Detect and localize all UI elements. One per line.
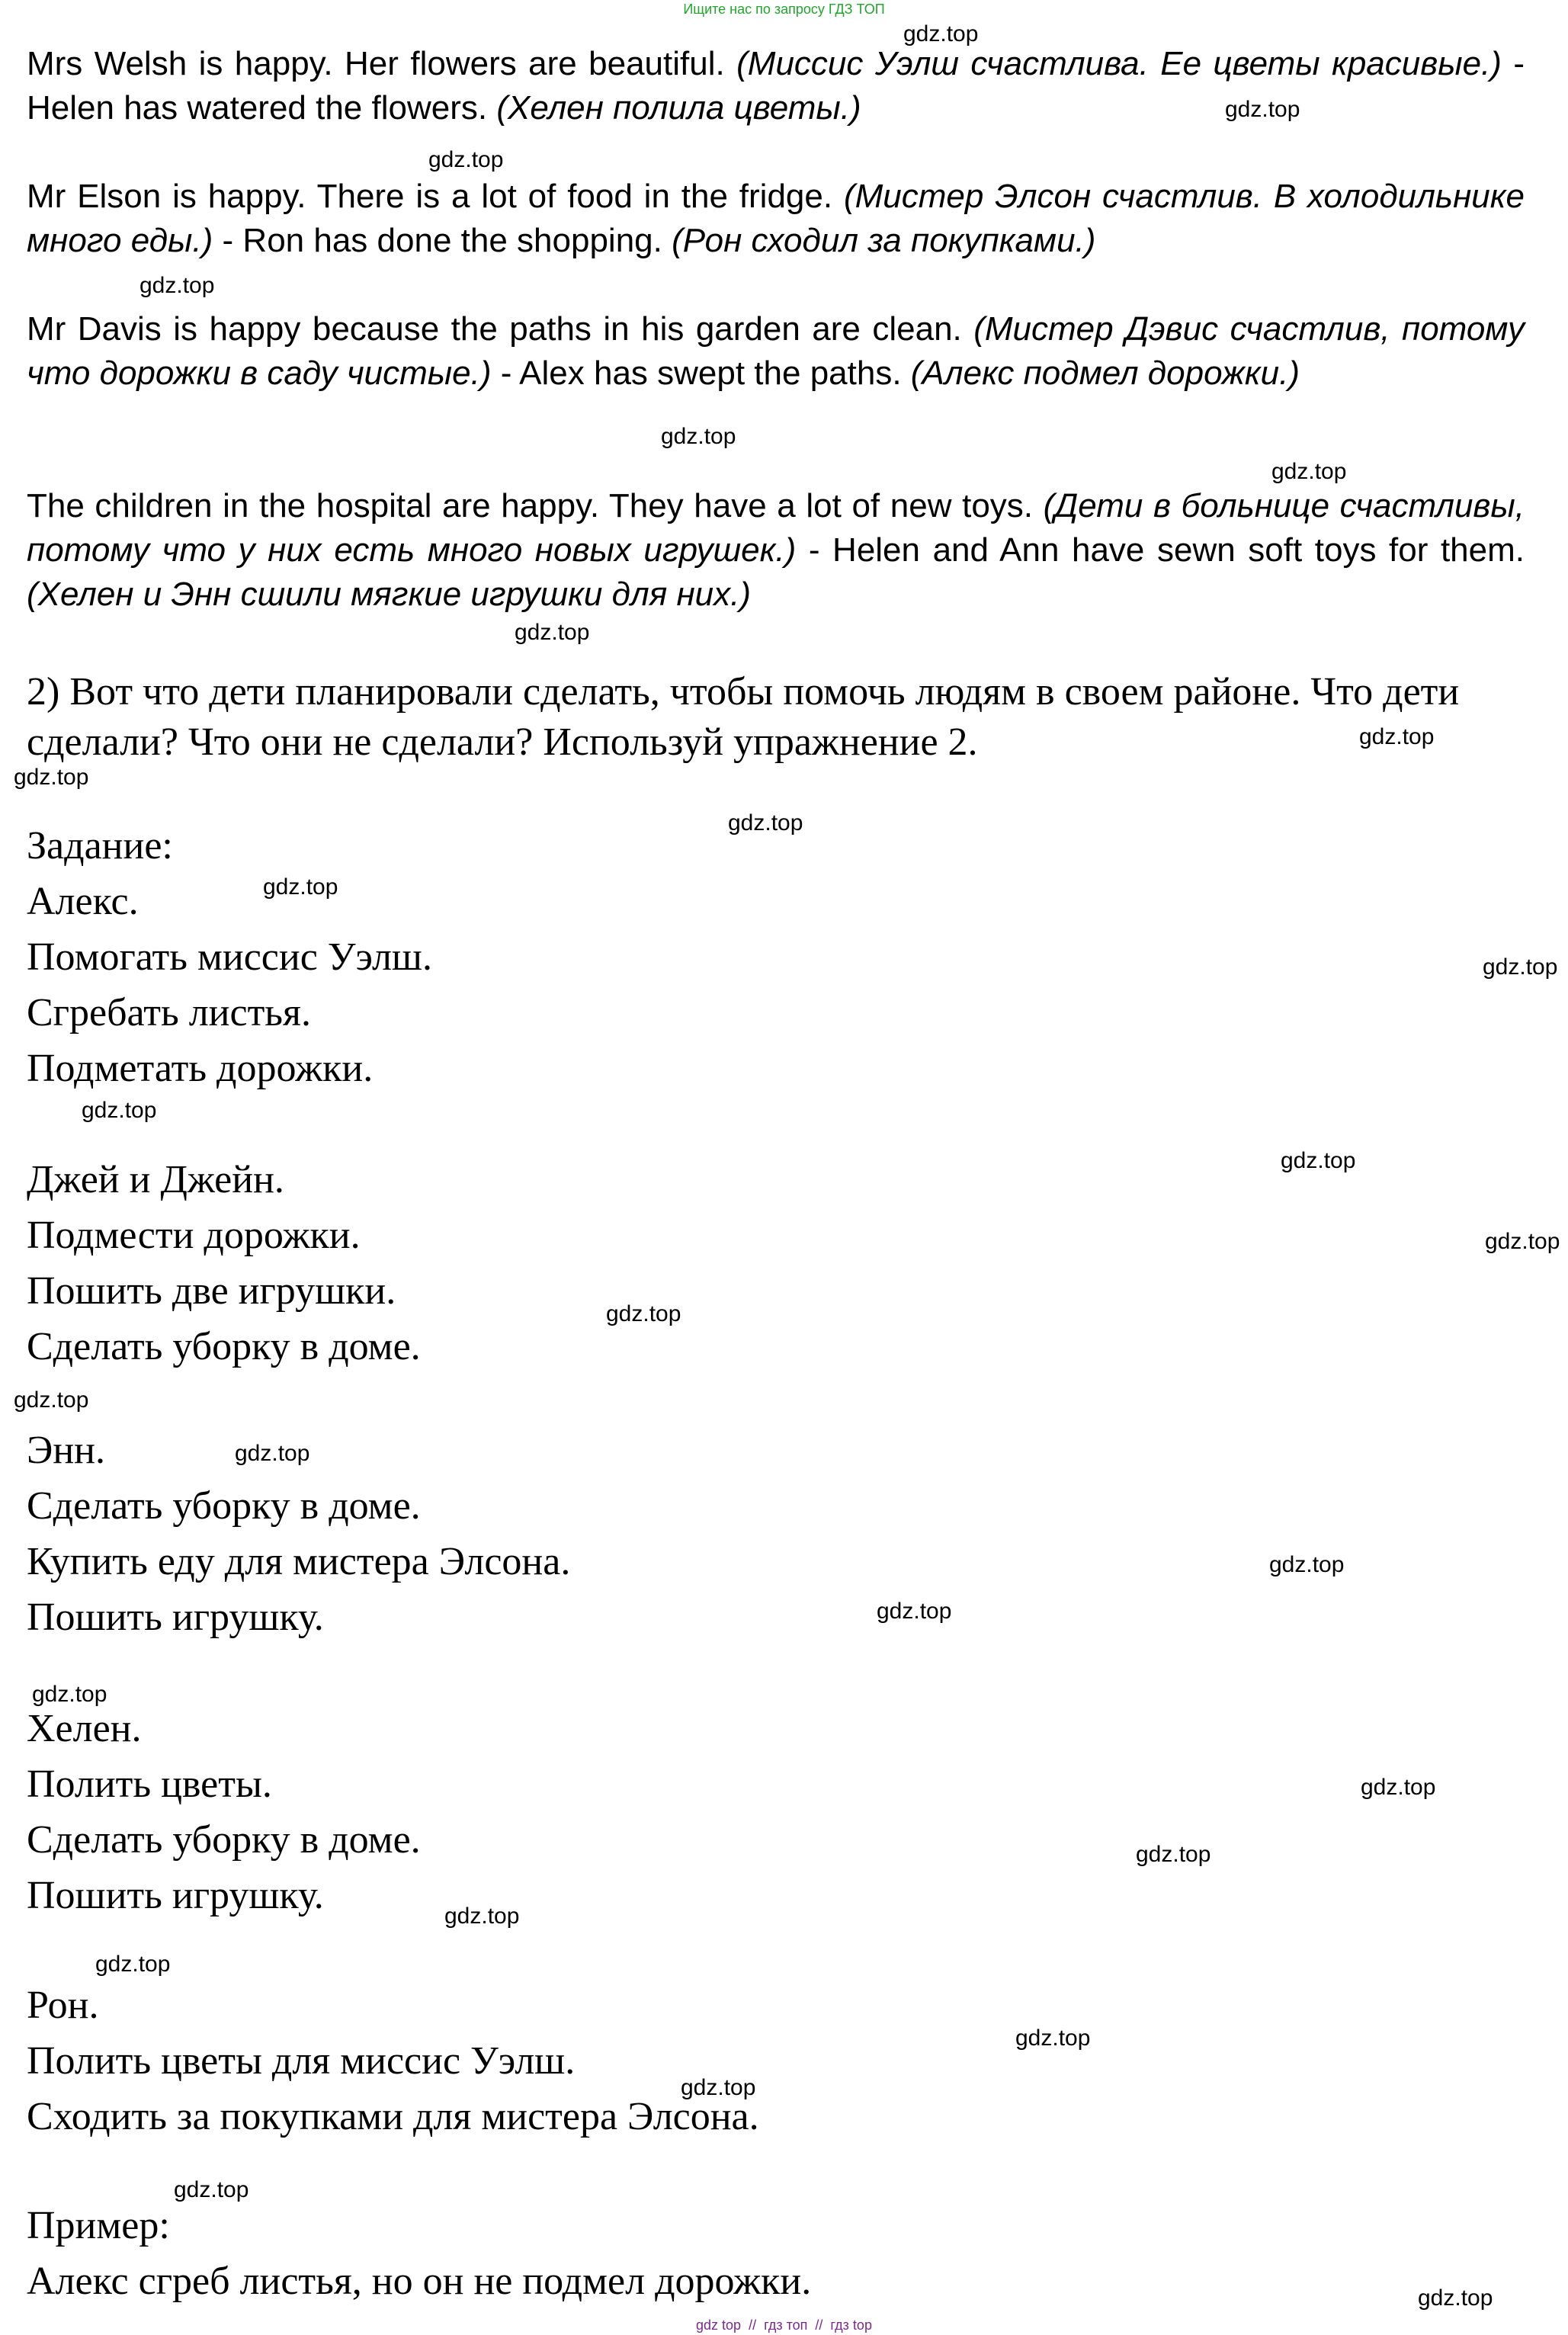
line-alex-task-1: Помогать миссис Уэлш. [27,935,432,979]
task-heading: 2) Вот что дети планировали сделать, чтобы помочь людям в своем районе. Что дети сделали? Что они не сделали? Используй упражнение 2. [27,670,1460,764]
watermark: gdz.top [82,1098,157,1123]
line-ann-task-1: Сделать уборку в доме. [27,1484,421,1528]
footer-separator: // [815,2317,823,2333]
paragraph-3-en2: - Alex has swept the paths. [500,354,902,392]
paragraph-4-en2: - Helen and Ann have sewn soft toys for them. [808,531,1525,569]
paragraph-1-ru1: (Миссис Уэлш счастлива. Ее цветы красивые.) [736,45,1502,82]
footer-separator: // [749,2317,757,2333]
footer-part-c: гдз top [830,2317,872,2333]
watermark: gdz.top [1361,1775,1436,1800]
line-jay-jane-task-1: Подмести дорожки. [27,1214,361,1257]
footer-note [0,2317,1568,2333]
line-ron: Рон. [27,1984,99,2027]
watermark: gdz.top [1483,954,1558,980]
paragraph-4-ru2: (Хелен и Энн сшили мягкие игрушки для них.) [27,576,752,613]
paragraph-4-en1: The children in the hospital are happy. They have a lot of new toys. [27,487,1034,524]
watermark: gdz.top [1359,724,1435,749]
paragraph-3 [27,307,1525,396]
line-ron-task-2: Сходить за покупками для мистера Элсона. [27,2095,759,2138]
paragraph-2-ru2: (Рон сходил за покупками.) [672,222,1096,259]
line-alex-task-3: Подметать дорожки. [27,1047,374,1090]
watermark: gdz.top [444,1904,520,1929]
paragraph-1-en2: - Helen has watered the flowers. [27,45,1525,127]
watermark: gdz.top [263,874,338,900]
line-ann-task-3: Пошить игрушку. [27,1596,324,1639]
watermark: gdz.top [661,424,736,449]
line-alex-task-2: Сгребать листья. [27,991,311,1034]
watermark: gdz.top [235,1441,310,1466]
line-helen-task-1: Полить цветы. [27,1762,272,1806]
watermark: gdz.top [1281,1148,1356,1173]
paragraph-3-ru2: (Алекс подмел дорожки.) [910,354,1300,392]
line-jay-jane: Джей и Джейн. [27,1158,284,1201]
watermark: gdz.top [1418,2285,1493,2311]
watermark: gdz.top [1136,1842,1211,1867]
line-ann-task-2: Купить еду для мистера Элсона. [27,1540,571,1583]
watermark: gdz.top [1225,97,1300,122]
paragraph-4 [27,484,1525,617]
line-helen: Хелен. [27,1707,142,1750]
watermark: gdz.top [877,1599,952,1624]
watermark: gdz.top [1271,459,1347,484]
watermark: gdz.top [14,1387,89,1413]
watermark: gdz.top [1485,1229,1560,1254]
watermark: gdz.top [903,21,979,47]
watermark: gdz.top [174,2177,249,2202]
paragraph-3-en1: Mr Davis is happy because the paths in his garden are clean. [27,310,962,348]
watermark: gdz.top [1269,1552,1345,1577]
line-assignment: Задание: [27,824,173,868]
watermark: gdz.top [515,620,590,645]
paragraph-1-en1: Mrs Welsh is happy. Her flowers are beautiful. [27,45,725,82]
footer-part-a: gdz top [696,2317,742,2333]
watermark: gdz.top [681,2075,756,2100]
line-ron-task-1: Полить цветы для миссис Уэлш. [27,2039,576,2083]
paragraph-1-ru2: (Хелен полила цветы.) [496,89,861,127]
line-example: Алекс сгреб листья, но он не подмел дорожки. [27,2260,812,2303]
line-ann: Энн. [27,1429,105,1472]
line-helen-task-2: Сделать уборку в доме. [27,1818,421,1862]
paragraph-2-ru1: (Мистер Элсон счастлив. В холодильнике много еды.) [27,178,1525,259]
watermark: gdz.top [14,765,89,790]
watermark: gdz.top [95,1952,171,1977]
line-alex: Алекс. [27,880,139,923]
watermark: gdz.top [32,1682,107,1707]
paragraph-4-ru1: (Дети в больнице счастливы, потому что у них есть много новых игрушек.) [27,487,1525,569]
watermark: gdz.top [606,1301,681,1326]
paragraph-2-en2: - Ron has done the shopping. [222,222,662,259]
footer-part-b: гдз топ [764,2317,808,2333]
watermark: gdz.top [428,147,504,172]
watermark: gdz.top [139,273,215,298]
paragraph-3-ru1: (Мистер Дэвис счастлив, потому что дорожки в саду чистые.) [27,310,1525,392]
line-helen-task-3: Пошить игрушку. [27,1874,324,1917]
line-example-label: Пример: [27,2204,170,2247]
watermark: gdz.top [728,810,803,836]
header-note: Ищите нас по запросу ГДЗ ТОП [683,2,885,17]
line-jay-jane-task-3: Сделать уборку в доме. [27,1325,421,1368]
watermark: gdz.top [1015,2025,1091,2051]
line-jay-jane-task-2: Пошить две игрушки. [27,1269,396,1313]
paragraph-2-en1: Mr Elson is happy. There is a lot of food in the fridge. [27,178,833,215]
paragraph-2 [27,175,1525,263]
